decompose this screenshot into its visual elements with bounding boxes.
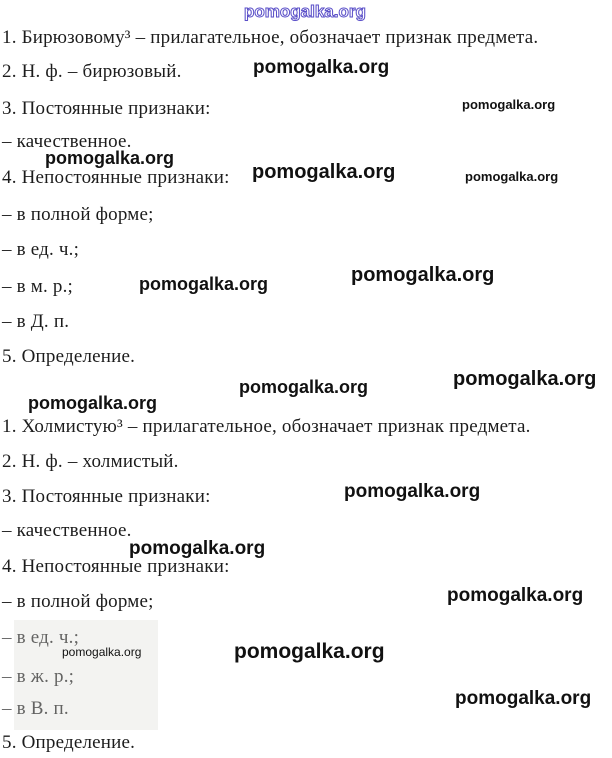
watermark: pomogalka.org xyxy=(344,481,481,502)
watermark: pomogalka.org xyxy=(453,368,597,390)
analysis-line: 1. Бирюзовому³ – прилагательное, обозначает признак предмета. xyxy=(2,27,539,48)
watermark: pomogalka.org xyxy=(239,377,369,397)
watermark: pomogalka.org xyxy=(351,264,495,286)
watermark: pomogalka.org xyxy=(139,274,269,294)
analysis-line: 4. Непостоянные признаки: xyxy=(2,556,230,577)
analysis-line: 5. Определение. xyxy=(2,732,136,753)
watermark: pomogalka.org xyxy=(234,640,385,663)
analysis-line: 1. Холмистую³ – прилагательное, обозначает признак предмета. xyxy=(2,416,531,437)
analysis-line: – в ж. р.; xyxy=(2,666,75,687)
watermark: pomogalka.org xyxy=(465,169,559,184)
watermark: pomogalka.org xyxy=(253,57,390,78)
analysis-line: 5. Определение. xyxy=(2,346,136,367)
watermark: pomogalka.org xyxy=(28,393,158,413)
watermark: pomogalka.org xyxy=(447,585,584,606)
analysis-line: 4. Непостоянные признаки: xyxy=(2,167,230,188)
analysis-line: 3. Постоянные признаки: xyxy=(2,98,211,119)
analysis-line: – в м. р.; xyxy=(2,276,74,297)
analysis-line: – в Д. п. xyxy=(2,311,70,332)
watermark: pomogalka.org xyxy=(252,161,396,183)
analysis-line: – качественное. xyxy=(2,131,132,152)
analysis-line: – качественное. xyxy=(2,520,132,541)
watermark: pomogalka.org xyxy=(45,148,175,168)
analysis-line: 3. Постоянные признаки: xyxy=(2,486,211,507)
analysis-line: – в полной форме; xyxy=(2,591,154,612)
analysis-line: 2. Н. ф. – бирюзовый. xyxy=(2,61,182,82)
watermark: pomogalka.org xyxy=(462,97,556,112)
analysis-line: – в ед. ч.; xyxy=(2,239,80,260)
analysis-line: 2. Н. ф. – холмистый. xyxy=(2,451,179,472)
analysis-line: – в полной форме; xyxy=(2,204,154,225)
analysis-line: – в ед. ч.; xyxy=(2,627,80,648)
watermark-outlined: pomogalka.org xyxy=(244,2,366,21)
watermark: pomogalka.org xyxy=(62,645,142,659)
analysis-line: – в В. п. xyxy=(2,698,69,719)
watermark: pomogalka.org xyxy=(129,538,266,559)
watermark: pomogalka.org xyxy=(455,688,592,709)
